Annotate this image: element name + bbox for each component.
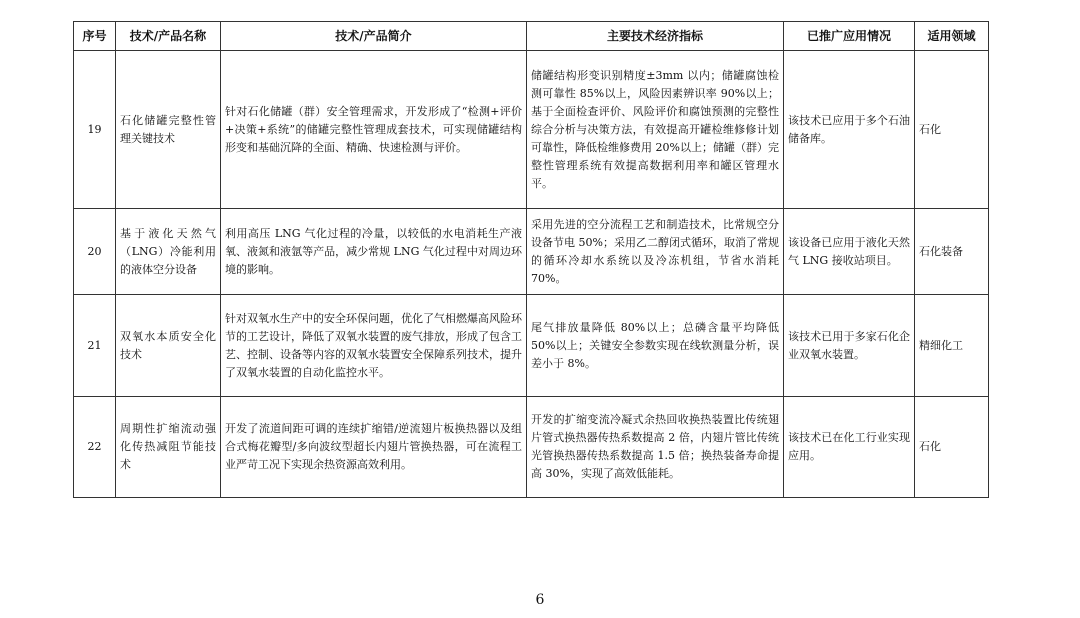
cell-index: 储罐结构形变识别精度±3mm 以内；储罐腐蚀检测可靠性 85%以上，风险因素辨识率 90%以上；基于全面检查评价、风险评价和腐蚀预测的完整性综合分析与决策方法，有效提高开罐检维修修计划可靠性，降低检维修费用 20%以上；储罐（群）完整性管理系统有效提高数据利用率和罐区管理水平。 — [527, 51, 784, 209]
technology-table — [73, 21, 989, 498]
cell-field: 精细化工 — [915, 295, 989, 397]
cell-index: 尾气排放量降低 80%以上；总磷含量平均降低 50%以上；关键安全参数实现在线软测量分析，误差小于 8%。 — [527, 295, 784, 397]
table-row — [74, 397, 989, 498]
cell-promotion: 该设备已应用于液化天然气 LNG 接收站项目。 — [784, 209, 915, 295]
cell-intro: 开发了流道间距可调的连续扩缩错/逆流翅片板换热器以及组合式梅花瓣型/多向波纹型超长内翅片管换热器，可在流程工业严苛工况下实现余热资源高效利用。 — [221, 397, 527, 498]
cell-field: 石化 — [915, 397, 989, 498]
header-field: 适用领域 — [915, 22, 989, 51]
cell-field: 石化装备 — [915, 209, 989, 295]
header-intro: 技术/产品简介 — [221, 22, 527, 51]
table-row — [74, 209, 989, 295]
cell-promotion: 该技术已在化工行业实现应用。 — [784, 397, 915, 498]
table-row — [74, 295, 989, 397]
header-no: 序号 — [74, 22, 116, 51]
cell-intro: 针对石化储罐（群）安全管理需求，开发形成了“检测+评价+决策+系统”的储罐完整性管理成套技术，可实现储罐结构形变和基础沉降的全面、精确、快速检测与评价。 — [221, 51, 527, 209]
page-number: 6 — [535, 592, 545, 608]
cell-intro: 针对双氧水生产中的安全环保问题，优化了气相燃爆高风险环节的工艺设计，降低了双氧水装置的废气排放，形成了包含工艺、控制、设备等内容的双氧水装置安全保障系列技术，提升了双氧水装置的自动化监控水平。 — [221, 295, 527, 397]
cell-index: 采用先进的空分流程工艺和制造技术，比常规空分设备节电 50%；采用乙二醇闭式循环，取消了常规的循环冷却水系统以及冷冻机组，节省水消耗 70%。 — [527, 209, 784, 295]
cell-index: 开发的扩缩变流冷凝式余热回收换热装置比传统翅片管式换热器传热系数提高 2 倍，内翅片管比传统光管换热器传热系数提高 1.5 倍；换热装备寿命提高 30%，实现了高效低能耗。 — [527, 397, 784, 498]
cell-name: 石化储罐完整性管理关键技术 — [116, 51, 221, 209]
cell-name: 周期性扩缩流动强化传热减阻节能技术 — [116, 397, 221, 498]
cell-no: 21 — [74, 295, 116, 397]
header-name: 技术/产品名称 — [116, 22, 221, 51]
header-index: 主要技术经济指标 — [527, 22, 784, 51]
header-promotion: 已推广应用情况 — [784, 22, 915, 51]
cell-no: 22 — [74, 397, 116, 498]
cell-name: 基于液化天然气（LNG）冷能利用的液体空分设备 — [116, 209, 221, 295]
table-row — [74, 51, 989, 209]
cell-no: 19 — [74, 51, 116, 209]
cell-no: 20 — [74, 209, 116, 295]
table-header-row — [74, 22, 989, 51]
cell-name: 双氧水本质安全化技术 — [116, 295, 221, 397]
cell-promotion: 该技术已应用于多个石油储备库。 — [784, 51, 915, 209]
cell-intro: 利用高压 LNG 气化过程的冷量，以较低的水电消耗生产液氧、液氮和液氩等产品，减少常规 LNG 气化过程中对周边环境的影响。 — [221, 209, 527, 295]
cell-promotion: 该技术已用于多家石化企业双氧水装置。 — [784, 295, 915, 397]
cell-field: 石化 — [915, 51, 989, 209]
